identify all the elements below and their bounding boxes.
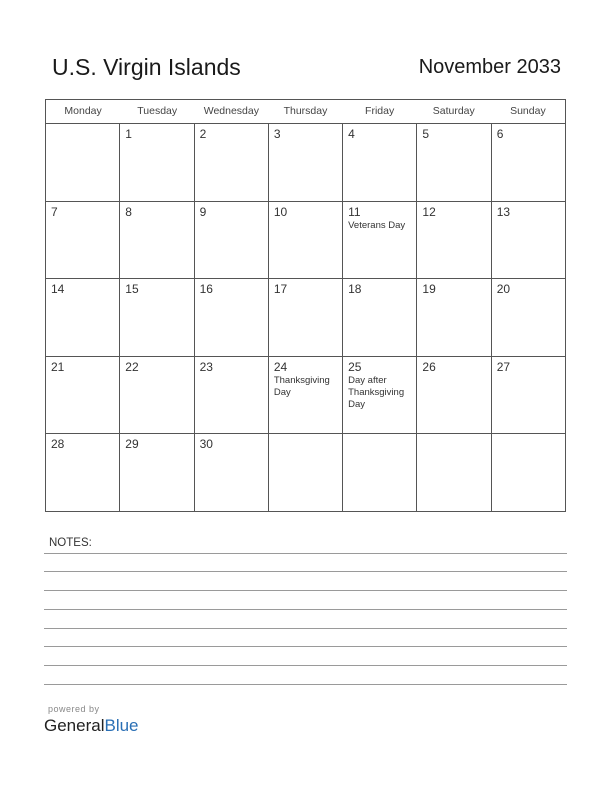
day-number: 24: [273, 359, 288, 374]
brand-general: General: [44, 716, 105, 735]
day-number: 8: [125, 204, 132, 219]
week-row: [46, 357, 565, 435]
day-number: 23: [199, 359, 213, 374]
day-cell: [268, 357, 342, 434]
day-cell: [342, 434, 416, 512]
note-line: [44, 684, 567, 685]
day-number: 28: [51, 437, 65, 452]
calendar-grid: [45, 99, 566, 512]
notes-label: NOTES:: [49, 537, 92, 549]
week-row: [46, 124, 565, 202]
note-line: [44, 628, 567, 629]
day-cell: [119, 279, 193, 356]
day-cell: [194, 357, 268, 434]
day-cell: [46, 124, 119, 201]
day-cell: [119, 202, 193, 279]
holiday-label: Veterans Day: [348, 219, 406, 231]
day-number: 20: [496, 282, 511, 297]
holiday-label: Day after Thanksgiving Day: [348, 374, 405, 410]
day-number: 6: [496, 127, 504, 141]
weekday-thursday: Thursday: [283, 105, 328, 117]
day-cell: [119, 124, 193, 201]
day-cell: [194, 124, 268, 201]
powered-by-text: powered by: [48, 704, 100, 714]
weekday-sunday: Sunday: [510, 105, 546, 117]
day-cell: [416, 434, 490, 512]
day-cell: [194, 279, 268, 356]
day-cell: [491, 124, 565, 201]
day-cell: [268, 279, 342, 356]
day-number: 30: [199, 437, 213, 452]
day-number: 29: [125, 437, 139, 452]
week-row: [46, 279, 565, 357]
day-cell: [416, 124, 490, 201]
day-number: 26: [422, 359, 436, 374]
weekday-friday: Friday: [365, 105, 395, 117]
note-line: [44, 590, 567, 591]
day-cell: [46, 434, 119, 512]
day-cell: [491, 434, 565, 512]
day-cell: [46, 357, 119, 434]
day-number: 5: [422, 127, 430, 141]
note-line: [44, 665, 567, 666]
day-number: 14: [51, 282, 65, 297]
note-line: [44, 609, 567, 610]
day-cell: [342, 357, 416, 434]
weekday-saturday: Saturday: [432, 105, 475, 117]
weekday-wednesday: Wednesday: [203, 105, 259, 117]
note-line: [44, 571, 567, 572]
day-cell: [416, 279, 490, 356]
day-number: 9: [199, 204, 207, 219]
day-cell: [342, 202, 416, 279]
day-number: 17: [273, 282, 288, 297]
day-number: 13: [496, 204, 511, 219]
day-number: 2: [199, 127, 207, 141]
day-cell: [268, 124, 342, 201]
month-title: November 2033: [418, 56, 561, 78]
week-row: [46, 434, 565, 512]
day-cell: [46, 279, 119, 356]
day-number: 21: [51, 359, 65, 374]
day-cell: [46, 202, 119, 279]
day-cell: [268, 202, 342, 279]
day-number: 10: [273, 204, 288, 219]
day-cell: [491, 279, 565, 356]
day-cell: [268, 434, 342, 512]
day-cell: [416, 202, 490, 279]
weekday-monday: Monday: [64, 105, 102, 117]
day-number: 3: [273, 127, 281, 141]
region-title: U.S. Virgin Islands: [52, 54, 241, 80]
day-number: 12: [422, 204, 436, 219]
day-number: 11: [348, 204, 361, 219]
day-number: 22: [125, 359, 139, 374]
day-number: 1: [125, 127, 132, 141]
day-cell: [491, 357, 565, 434]
day-cell: [342, 124, 416, 201]
day-number: 19: [422, 282, 436, 297]
day-number: 15: [125, 282, 139, 297]
day-number: 27: [496, 359, 511, 374]
day-number: 7: [51, 204, 58, 219]
day-cell: [194, 434, 268, 512]
weekday-header-row: [46, 100, 565, 124]
brand-blue: Blue: [104, 716, 139, 735]
holiday-label: Thanksgiving Day: [273, 374, 330, 398]
day-number: 18: [348, 282, 362, 297]
day-cell: [342, 279, 416, 356]
day-number: 4: [348, 127, 355, 141]
week-row: [46, 202, 565, 280]
day-cell: [119, 357, 193, 434]
note-line: [44, 553, 567, 554]
day-cell: [119, 434, 193, 512]
day-number: 16: [199, 282, 213, 297]
day-cell: [194, 202, 268, 279]
day-cell: [416, 357, 490, 434]
note-line: [44, 646, 567, 647]
generalblue-logo[interactable]: [44, 716, 139, 736]
weekday-tuesday: Tuesday: [137, 105, 178, 117]
day-number: 25: [348, 359, 362, 374]
day-cell: [491, 202, 565, 279]
